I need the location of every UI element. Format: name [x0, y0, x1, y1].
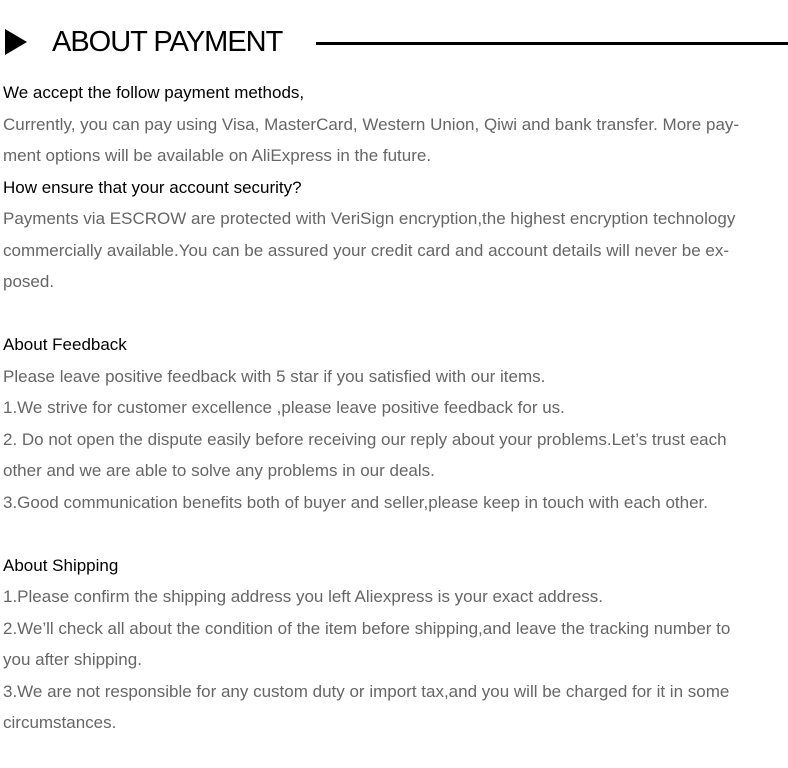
feedback-line: 1.We strive for customer excellence ,please leave positive feedback for us.: [3, 398, 565, 417]
feedback-line: 2. Do not open the dispute easily before receiving our reply about your problems.Let’s trust each: [3, 429, 727, 449]
section-header: [0, 0, 788, 84]
shipping-line: 3.We are not responsible for any custom duty or import tax,and you will be charged for it in some: [3, 681, 730, 701]
shipping-line: 2.We’ll check all about the condition of the item before shipping,and leave the tracking number to: [3, 618, 731, 638]
shipping-line: circumstances.: [3, 713, 117, 732]
shipping-line: 1.Please confirm the shipping address you left Aliexpress is your exact address.: [3, 587, 604, 606]
feedback-line: other and we are able to solve any problems in our deals.: [3, 461, 435, 480]
payment-question-methods: We accept the follow payment methods,: [3, 83, 305, 102]
security-answer-line: posed.: [3, 272, 55, 291]
security-answer-line: commercially available.You can be assured your credit card and account details will never be ex-: [3, 240, 730, 260]
security-answer-line: Payments via ESCROW are protected with VeriSign encryption,the highest encryption technology: [3, 209, 736, 228]
spacer: [3, 518, 785, 550]
play-arrow-icon: [5, 29, 27, 55]
header-divider: [316, 42, 788, 45]
page-title: ABOUT PAYMENT: [52, 26, 283, 58]
shipping-heading: About Shipping: [3, 555, 119, 575]
feedback-line: Please leave positive feedback with 5 star if you satisfied with our items.: [3, 366, 546, 386]
payment-answer-line: Currently, you can pay using Visa, MasterCard, Western Union, Qiwi and bank transfer. More pay-: [3, 114, 740, 134]
payment-answer-line: ment options will be available on AliExpress in the future.: [3, 146, 432, 165]
payment-question-security: How ensure that your account security?: [3, 177, 302, 197]
policy-content: [3, 77, 785, 739]
feedback-line: 3.Good communication benefits both of buyer and seller,please keep in touch with each other.: [3, 492, 709, 512]
spacer: [3, 298, 785, 330]
feedback-heading: About Feedback: [3, 335, 127, 354]
shipping-line: you after shipping.: [3, 650, 142, 669]
